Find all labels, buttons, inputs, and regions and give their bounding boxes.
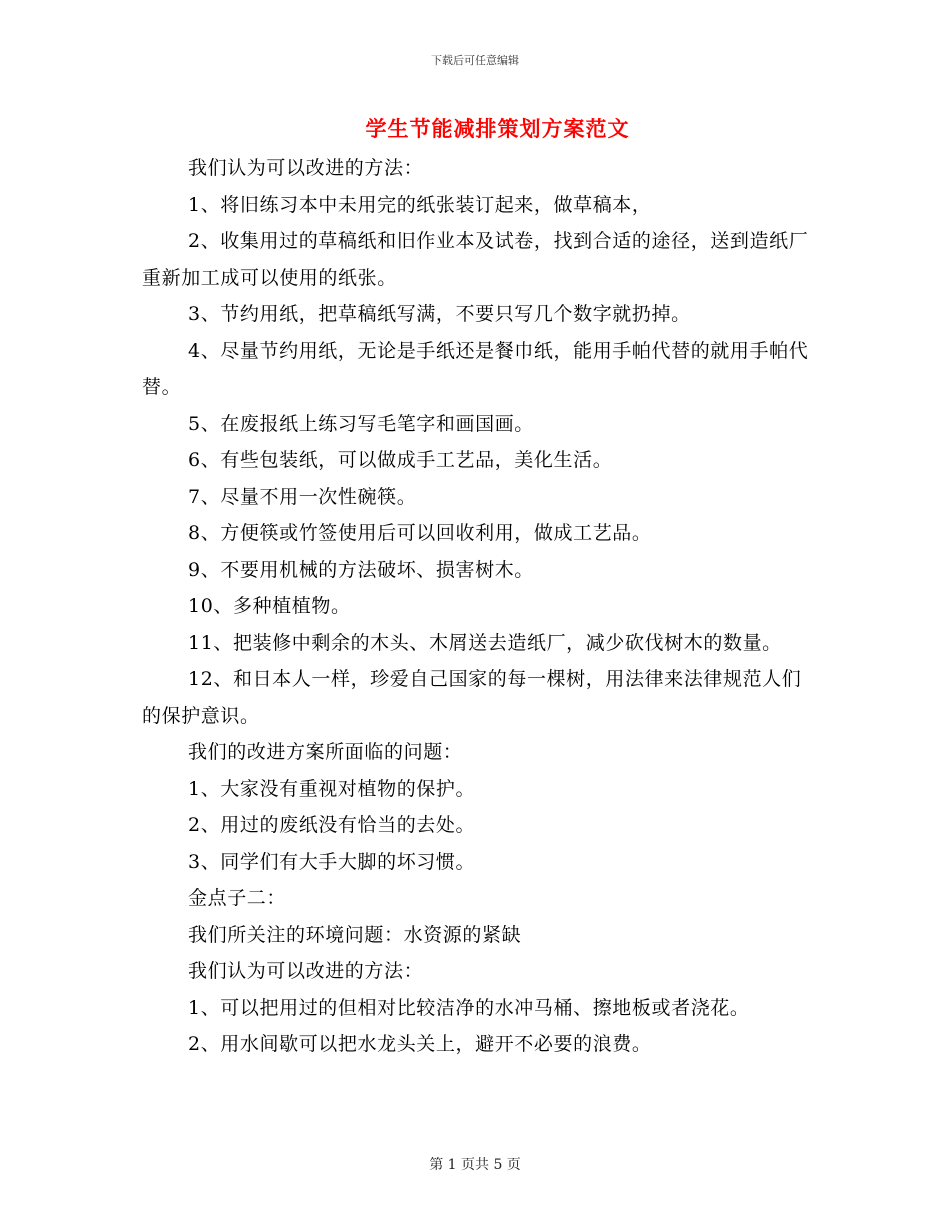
paragraph: 2、收集用过的草稿纸和旧作业本及试卷，找到合适的途径，送到造纸厂重新加工成可以使用的纸张。 <box>142 230 809 289</box>
paragraph: 11、把装修中剩余的木头、木屑送去造纸厂，减少砍伐树木的数量。 <box>188 631 782 654</box>
paragraph: 金点子二： <box>188 887 287 909</box>
paragraph: 7、尽量不用一次性碗筷。 <box>188 485 417 508</box>
paragraph: 我们的改进方案所面临的问题： <box>188 741 463 763</box>
paragraph: 8、方便筷或竹签使用后可以回收利用，做成工艺品。 <box>188 522 652 544</box>
paragraph: 1、可以把用过的但相对比较洁净的水冲马桶、擦地板或者浇花。 <box>188 996 750 1019</box>
paragraph: 1、将旧练习本中未用完的纸张装订起来，做草稿本， <box>188 193 652 216</box>
paragraph: 1、大家没有重视对植物的保护。 <box>188 777 476 800</box>
paragraph: 5、在废报纸上练习写毛笔字和画国画。 <box>188 412 534 435</box>
paragraph: 10、多种植植物。 <box>188 595 351 617</box>
document-body <box>142 150 812 1063</box>
page-footer: 第 1 页共 5 页 <box>429 1157 521 1173</box>
paragraph: 9、不要用机械的方法破坏、损害树木。 <box>188 558 534 581</box>
paragraph: 2、用水间歇可以把水龙头关上，避开不必要的浪费。 <box>188 1033 652 1055</box>
paragraph: 2、用过的废纸没有恰当的去处。 <box>188 814 476 836</box>
paragraph: 我们所关注的环境问题：水资源的紧缺 <box>188 923 522 946</box>
paragraph: 6、有些包装纸，可以做成手工艺品，美化生活。 <box>188 449 613 471</box>
paragraph: 3、同学们有大手大脚的坏习惯。 <box>188 850 476 873</box>
document-title: 学生节能减排策划方案范文 <box>365 116 630 141</box>
paragraph: 4、尽量节约用纸，无论是手纸还是餐巾纸，能用手帕代替的就用手帕代替。 <box>142 339 809 398</box>
paragraph: 我们认为可以改进的方法： <box>188 960 424 982</box>
paragraph: 3、节约用纸，把草稿纸写满，不要只写几个数字就扔掉。 <box>188 303 691 325</box>
page-header: 下载后可任意编辑 <box>431 54 519 67</box>
paragraph: 我们认为可以改进的方法： <box>188 157 424 179</box>
paragraph: 12、和日本人一样，珍爱自己国家的每一棵树，用法律来法律规范人们的保护意识。 <box>142 668 802 727</box>
